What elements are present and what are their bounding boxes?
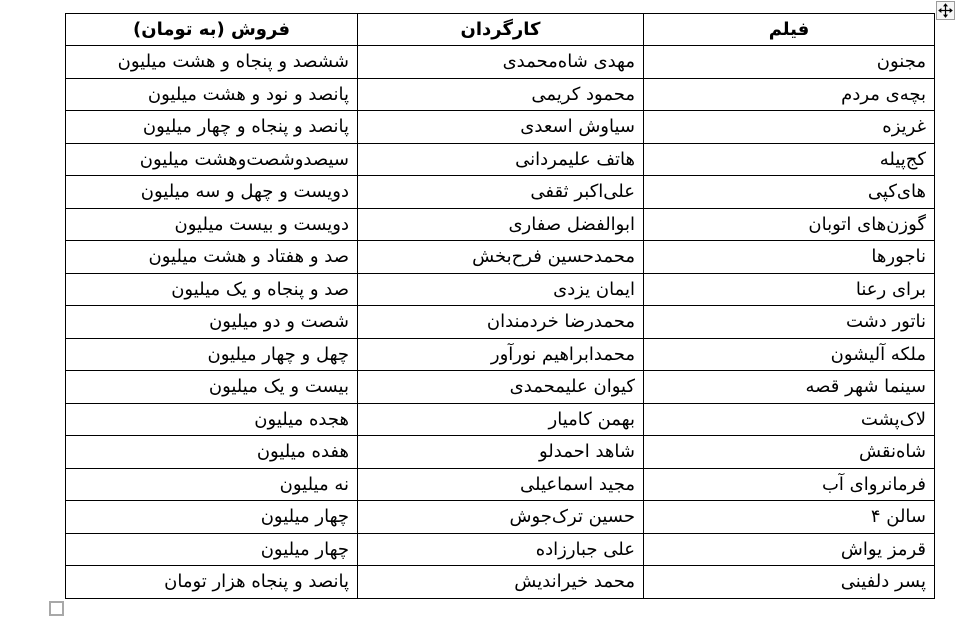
cell-director[interactable]: حسین ترک‌جوش [358,501,644,534]
cell-film[interactable]: سینما شهر قصه [644,371,935,404]
cell-director[interactable]: محمد خیراندیش [358,566,644,599]
cell-sales[interactable]: پانصد و پنجاه هزار تومان [66,566,358,599]
table-row [66,111,935,144]
cell-director[interactable]: مهدی شاه‌محمدی [358,46,644,79]
cell-film[interactable]: های‌کپی [644,176,935,209]
column-header-film[interactable]: فیلم [644,14,935,46]
cell-sales[interactable]: هجده میلیون [66,403,358,436]
header-row [66,14,935,46]
table-row [66,143,935,176]
cell-director[interactable]: بهمن کامیار [358,403,644,436]
cell-director[interactable]: مجید اسماعیلی [358,468,644,501]
cell-sales[interactable]: صد و هفتاد و هشت میلیون [66,241,358,274]
cell-director[interactable]: محمدحسین فرح‌بخش [358,241,644,274]
cell-director[interactable]: کیوان علیمحمدی [358,371,644,404]
table-row [66,566,935,599]
table-row [66,176,935,209]
column-header-director[interactable]: کارگردان [358,14,644,46]
table-row [66,468,935,501]
cell-director[interactable]: علی جبارزاده [358,533,644,566]
cell-director[interactable]: علی‌اکبر ثقفی [358,176,644,209]
cell-director[interactable]: محمدرضا خردمندان [358,306,644,339]
cell-director[interactable]: سیاوش اسعدی [358,111,644,144]
table-row [66,436,935,469]
table-row [66,273,935,306]
cell-sales[interactable]: هفده میلیون [66,436,358,469]
cell-sales[interactable]: بیست و یک میلیون [66,371,358,404]
cell-sales[interactable]: چهار میلیون [66,533,358,566]
cell-sales[interactable]: پانصد و نود و هشت میلیون [66,78,358,111]
cell-director[interactable]: هاتف علیمردانی [358,143,644,176]
cell-film[interactable]: ملکه آلیشون [644,338,935,371]
table-row [66,306,935,339]
table-row [66,371,935,404]
cell-sales[interactable]: دویست و بیست میلیون [66,208,358,241]
table-move-handle[interactable] [936,1,955,20]
table-row [66,501,935,534]
column-header-sales[interactable]: فروش (به تومان) [66,14,358,46]
cell-film[interactable]: کج‌پیله [644,143,935,176]
cell-director[interactable]: ایمان یزدی [358,273,644,306]
table-row [66,403,935,436]
move-icon [938,3,953,18]
cell-film[interactable]: برای رعنا [644,273,935,306]
cell-film[interactable]: غریزه [644,111,935,144]
cell-sales[interactable]: نه میلیون [66,468,358,501]
cell-sales[interactable]: دویست و چهل و سه میلیون [66,176,358,209]
cell-film[interactable]: شاه‌نقش [644,436,935,469]
cell-film[interactable]: ناجورها [644,241,935,274]
table-body [66,46,935,599]
cell-sales[interactable]: پانصد و پنجاه و چهار میلیون [66,111,358,144]
table-resize-handle[interactable] [49,601,64,616]
cell-sales[interactable]: ششصد و پنجاه و هشت میلیون [66,46,358,79]
table-row [66,46,935,79]
cell-sales[interactable]: چهار میلیون [66,501,358,534]
cell-director[interactable]: ابوالفضل صفاری [358,208,644,241]
cell-film[interactable]: گوزن‌های اتوبان [644,208,935,241]
cell-film[interactable]: لاک‌پشت [644,403,935,436]
cell-sales[interactable]: صد و پنجاه و یک میلیون [66,273,358,306]
table-row [66,533,935,566]
cell-film[interactable]: سالن ۴ [644,501,935,534]
cell-sales[interactable]: شصت و دو میلیون [66,306,358,339]
table-row [66,78,935,111]
table-row [66,208,935,241]
cell-film[interactable]: ناتور دشت [644,306,935,339]
cell-director[interactable]: شاهد احمدلو [358,436,644,469]
films-table [65,13,935,599]
cell-sales[interactable]: چهل و چهار میلیون [66,338,358,371]
cell-film[interactable]: مجنون [644,46,935,79]
table-row [66,338,935,371]
cell-film[interactable]: فرمانروای آب [644,468,935,501]
cell-film[interactable]: پسر دلفینی [644,566,935,599]
cell-director[interactable]: محمود کریمی [358,78,644,111]
cell-film[interactable]: بچه‌ی مردم [644,78,935,111]
table-row [66,241,935,274]
cell-sales[interactable]: سیصدوشصت‌وهشت میلیون [66,143,358,176]
cell-director[interactable]: محمدابراهیم نورآور [358,338,644,371]
cell-film[interactable]: قرمز یواش [644,533,935,566]
